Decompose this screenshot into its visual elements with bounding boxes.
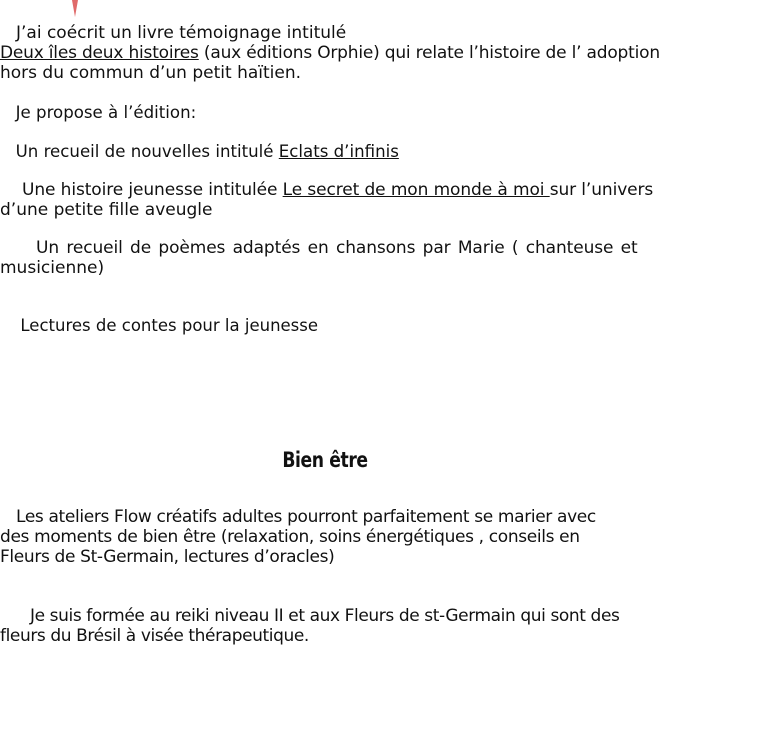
- proposal-item-4: Lectures de contes pour la jeunesse: [20, 316, 319, 336]
- book-description: (aux éditions Orphie) qui relate l’histoire de l’ adoption: [198, 43, 660, 63]
- proposal-item-2-title: Le secret de mon monde à moi: [282, 180, 550, 200]
- proposal-item-2: Une histoire jeunesse intitulée Le secret de mon monde à moi sur l’univers d’une petite fille aveugle: [0, 180, 654, 220]
- proposal-heading: Je propose à l’édition:: [15, 103, 197, 123]
- proposal-item-3: Un recueil de poèmes adaptés en chansons par Marie ( chanteuse et musicienne): [0, 238, 638, 278]
- wellbeing-paragraph-1: Les ateliers Flow créatifs adultes pourront parfaitement se marier avec des moments de bien être (relaxation, soins énergétiques , conseils en Fleurs de St-Germain, lectures d’oracles): [0, 507, 596, 567]
- book-title: Deux îles deux histoires: [0, 43, 199, 63]
- proposal-item-1: Un recueil de nouvelles intitulé Eclats d’infinis: [15, 142, 399, 162]
- proposal-item-1-title: Eclats d’infinis: [278, 142, 399, 162]
- book-intro: J’ai coécrit un livre témoignage intitulé: [16, 23, 347, 43]
- book-description-line3: hors du commun d’un petit haïtien.: [0, 63, 302, 83]
- section-heading-bien-etre: Bien être: [282, 448, 368, 472]
- red-marker-icon: [72, 0, 78, 17]
- wellbeing-paragraph-2: Je suis formée au reiki niveau II et aux Fleurs de st-Germain qui sont des fleurs du Brésil à visée thérapeutique.: [0, 606, 620, 646]
- book-paragraph: [0, 23, 768, 83]
